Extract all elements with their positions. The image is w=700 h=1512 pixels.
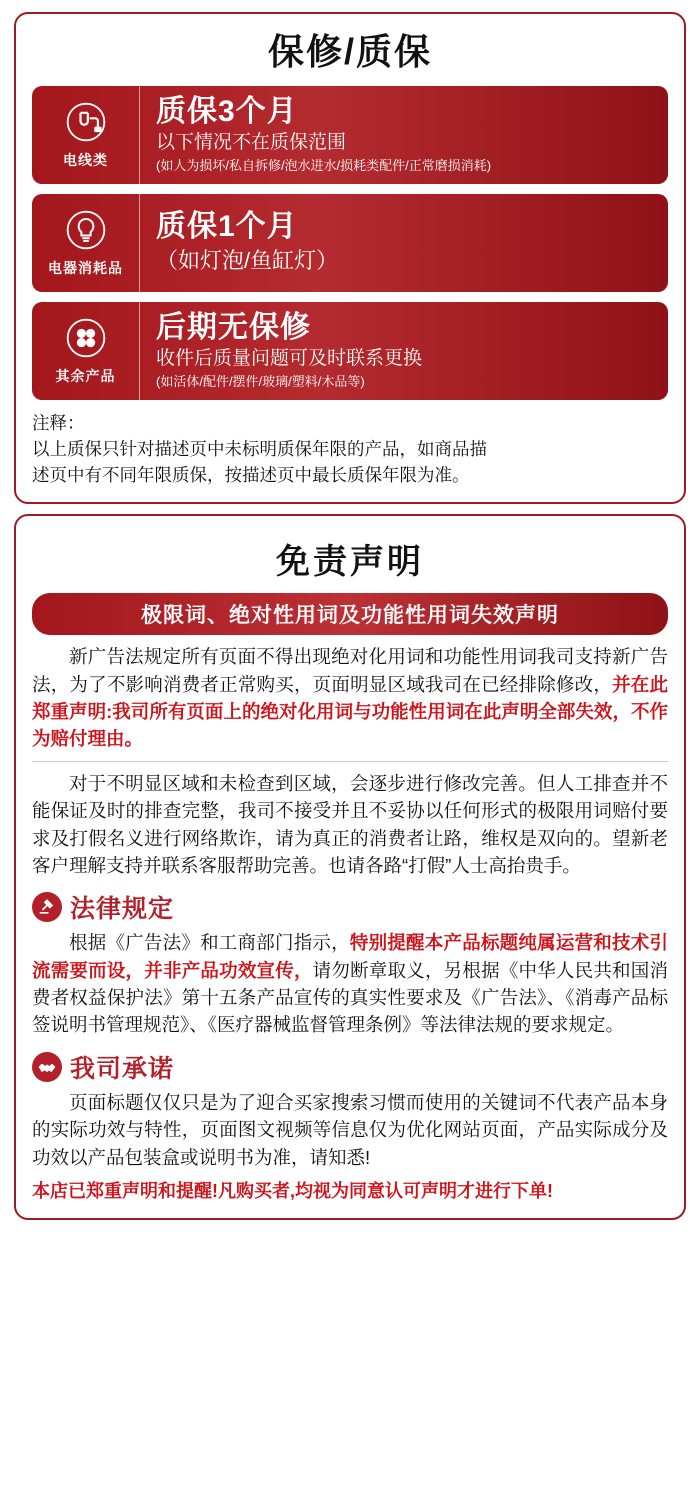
warranty-row-icon-label: 其余产品 bbox=[55, 367, 116, 384]
law-text-b: 请勿断章取义，另根据《中华人民共和国消费者权益保护法》第十五条产品宣传的真实性要求及《广告法》、《消毒产品标签说明书管理规范》、《医疗器械监督管理条例》等法律法规的要求规定。 bbox=[32, 959, 668, 1036]
warranty-row-icon-cell bbox=[32, 194, 140, 292]
disclaimer-banner: 极限词、绝对性用词及功能性用词失效声明 bbox=[32, 593, 668, 635]
warranty-remark-line1: 以上质保只针对描述页中未标明质保年限的产品，如商品描 bbox=[32, 438, 487, 459]
warranty-row-sub: 以下情况不在质保范围 bbox=[156, 132, 347, 154]
warranty-row-cable bbox=[32, 86, 668, 184]
cable-icon bbox=[64, 100, 108, 144]
warranty-row-head: 质保1个月 bbox=[156, 209, 298, 243]
warranty-row-head: 质保3个月 bbox=[156, 94, 298, 128]
warranty-row-note: (如人为损坏/私自拆修/泡水进水/损耗类配件/正常磨损消耗) bbox=[156, 158, 492, 174]
handshake-icon bbox=[32, 1052, 62, 1082]
warranty-row-other bbox=[32, 302, 668, 400]
warranty-row-icon-cell bbox=[32, 86, 140, 184]
law-section-header bbox=[32, 889, 668, 925]
warranty-remark bbox=[32, 410, 668, 489]
law-text-a: 根据《广告法》和工商部门指示， bbox=[69, 932, 350, 954]
warranty-row-icon-label: 电线类 bbox=[63, 151, 108, 168]
warranty-card bbox=[14, 12, 686, 504]
law-paragraph bbox=[32, 929, 668, 1039]
warranty-remark-label: 注释： bbox=[32, 412, 85, 433]
warranty-row-sub: （如灯泡/鱼缸灯） bbox=[156, 248, 339, 274]
warranty-remark-line2: 述页中有不同年限质保，按描述页中最长质保年限为准。 bbox=[32, 465, 470, 486]
warranty-row-head: 后期无保修 bbox=[156, 310, 311, 344]
law-section-title: 法律规定 bbox=[70, 895, 175, 924]
warranty-row-body bbox=[140, 194, 668, 292]
warranty-row-note: (如活体/配件/摆件/玻璃/塑料/木品等) bbox=[156, 374, 365, 390]
warranty-row-sub: 收件后质量问题可及时联系更换 bbox=[156, 348, 423, 370]
warranty-row-bulb bbox=[32, 194, 668, 292]
divider bbox=[32, 761, 668, 762]
parts-icon bbox=[64, 316, 108, 360]
law-highlight: 特别提醒本产品标题纯属运营和技术引流需要而设，并非产品功效宣传， bbox=[32, 932, 668, 981]
final-notice: 本店已郑重声明和提醒!凡购买者,均视为同意认可声明才进行下单! bbox=[32, 1180, 553, 1201]
page-root bbox=[0, 12, 700, 1512]
promise-section-header bbox=[32, 1049, 668, 1085]
warranty-row-body bbox=[140, 302, 668, 400]
promise-paragraph: 页面标题仅仅只是为了迎合买家搜索习惯而使用的关键词不代表产品本身的实际功效与特性，页面图文视频等信息仅为优化网站页面，产品实际成分及功效以产品包装盒或说明书为准，请知悉! bbox=[32, 1091, 668, 1168]
warranty-row-icon-label: 电器消耗品 bbox=[48, 259, 123, 276]
disclaimer-paragraph-1 bbox=[32, 643, 668, 753]
disclaimer-card bbox=[14, 514, 686, 1220]
warranty-row-body bbox=[140, 86, 668, 184]
warranty-title: 保修/质保 bbox=[267, 31, 432, 72]
disclaimer-p1-highlight: 并在此郑重声明:我司所有页面上的绝对化用词与功能性用词在此声明全部失效，不作为赔付理由。 bbox=[32, 673, 668, 750]
disclaimer-title: 免责声明 bbox=[276, 543, 424, 582]
warranty-row-icon-cell bbox=[32, 302, 140, 400]
bulb-icon bbox=[64, 208, 108, 252]
disclaimer-p1-text: 新广告法规定所有页面不得出现绝对化用词和功能性用词我司支持新广告法，为了不影响消费者正常购买，页面明显区域我司在已经排除修改， bbox=[32, 646, 668, 695]
disclaimer-paragraph-2: 对于不明显区域和未检查到区域，会逐步进行修改完善。但人工排查并不能保证及时的排查完整，我司不接受并且不妥协以任何形式的极限用词赔付要求及打假名义进行网络欺诈，请为真正的消费者让路，维权是双向的。望新老客户理解支持并联系客服帮助完善。也请各路“打假”人士高抬贵手。 bbox=[32, 772, 668, 876]
promise-section-title: 我司承诺 bbox=[70, 1054, 175, 1083]
gavel-icon bbox=[32, 892, 62, 922]
